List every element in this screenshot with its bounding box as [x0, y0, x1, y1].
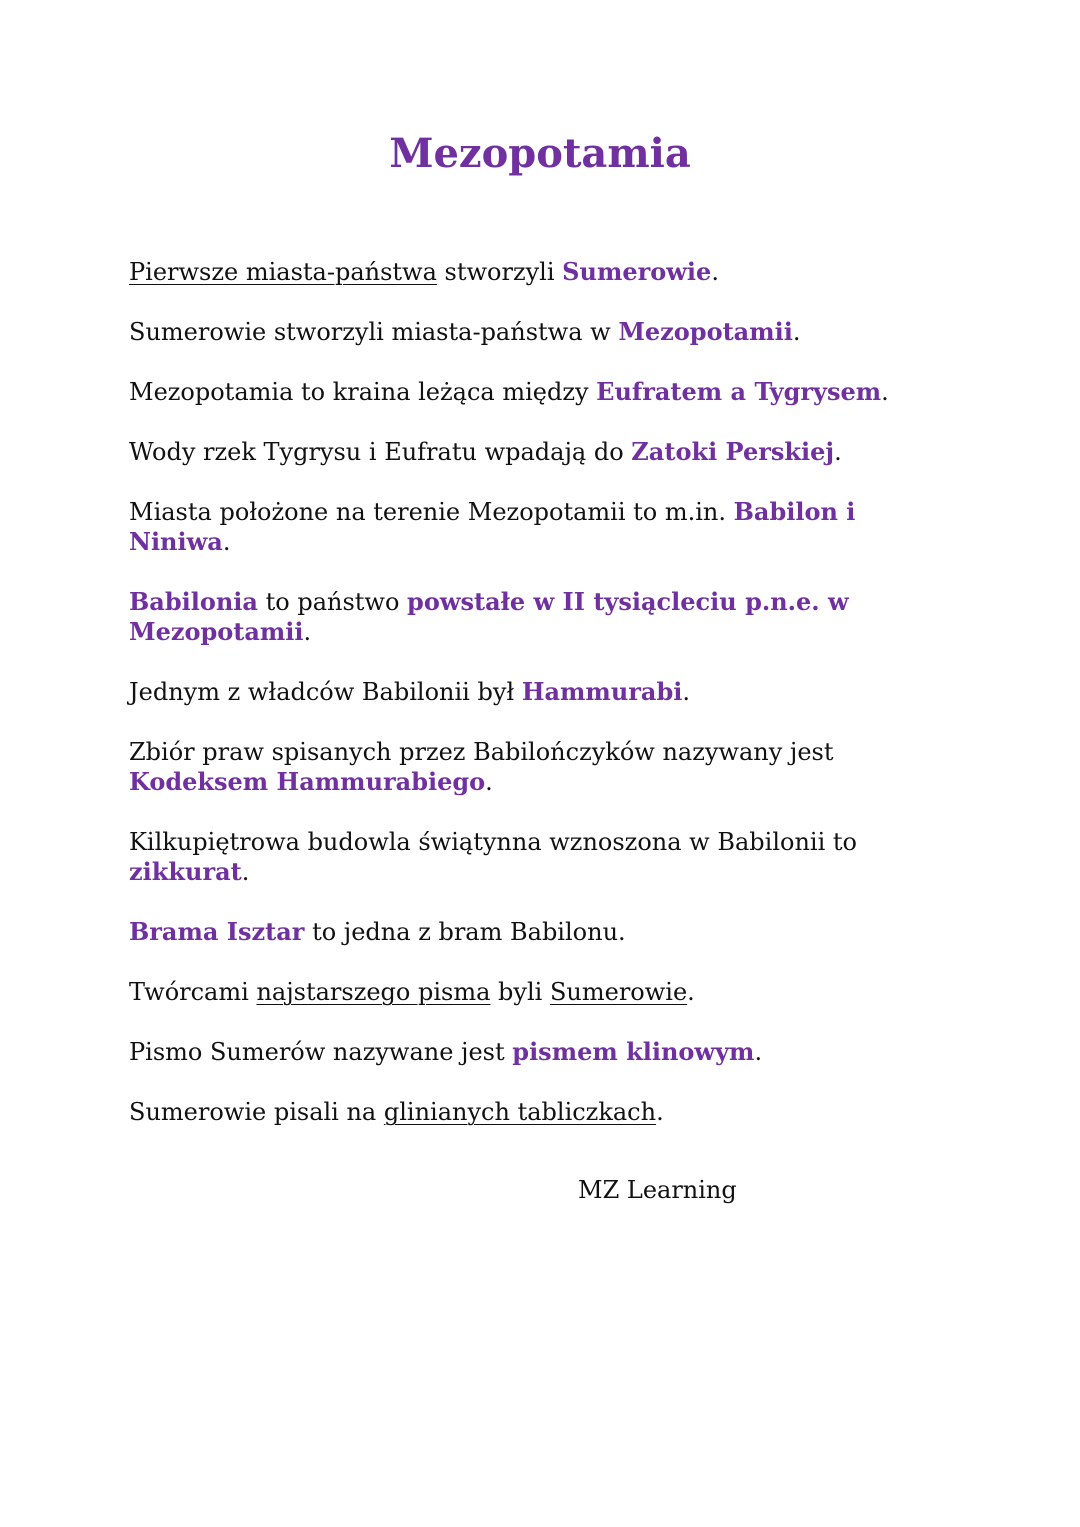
- paragraph-text: to państwo: [257, 588, 408, 616]
- paragraph: [129, 377, 919, 407]
- highlighted-term: powstałe w II tysiącleciu p.n.e. w Mezopotamii: [129, 587, 849, 646]
- paragraph-text: Sumerowie stworzyli miasta-państwa w: [129, 318, 619, 346]
- highlighted-term: Mezopotamii: [618, 317, 793, 346]
- highlighted-term: Hammurabi: [521, 677, 683, 706]
- paragraph-text: .: [834, 438, 842, 466]
- paragraph: [129, 317, 919, 347]
- page-title: Mezopotamia: [389, 130, 691, 177]
- underlined-term: Pierwsze miasta-państwa: [129, 258, 437, 286]
- paragraph: [129, 977, 919, 1007]
- paragraph-text: Sumerowie pisali na: [129, 1098, 384, 1126]
- paragraph: [129, 827, 919, 887]
- signature: MZ Learning: [578, 1176, 737, 1204]
- paragraph: [129, 587, 919, 647]
- paragraph-text: stworzyli: [436, 258, 563, 286]
- paragraph-text: .: [241, 858, 250, 886]
- highlighted-term: Kodeksem Hammurabiego: [129, 767, 486, 796]
- underlined-term: glinianych tabliczkach: [383, 1098, 657, 1126]
- paragraph-text: .: [485, 768, 493, 796]
- document-body: [129, 257, 919, 1157]
- paragraph: [129, 1037, 919, 1067]
- paragraph-text: Miasta położone na terenie Mezopotamii to m.in.: [129, 498, 734, 526]
- paragraph-text: .: [682, 678, 691, 706]
- paragraph-text: .: [303, 618, 312, 646]
- paragraph-text: .: [792, 318, 801, 346]
- paragraph-text: byli: [490, 978, 550, 1006]
- paragraph-text: Zbiór praw spisanych przez Babilończyków nazywany jest: [129, 738, 834, 766]
- paragraph-text: Pismo Sumerów nazywane jest: [129, 1038, 513, 1066]
- paragraph-text: Kilkupiętrowa budowla świątynna wznoszona w Babilonii to: [129, 828, 857, 856]
- paragraph-text: Mezopotamia to kraina leżąca między: [129, 378, 597, 406]
- underlined-term: najstarszego pisma: [256, 978, 491, 1006]
- paragraph: [129, 437, 919, 467]
- highlighted-term: Eufratem a Tygrysem: [596, 377, 882, 406]
- highlighted-term: zikkurat: [129, 857, 242, 886]
- paragraph: [129, 737, 919, 797]
- paragraph-text: Jednym z władców Babilonii był: [129, 678, 522, 706]
- paragraph-text: Wody rzek Tygrysu i Eufratu wpadają do: [129, 438, 632, 466]
- highlighted-term: Babilonia: [129, 587, 258, 616]
- paragraph-text: .: [711, 258, 719, 286]
- paragraph-text: .: [754, 1038, 763, 1066]
- paragraph: [129, 497, 919, 557]
- paragraph-text: Twórcami: [129, 978, 257, 1006]
- paragraph: [129, 917, 919, 947]
- paragraph: [129, 1097, 919, 1127]
- paragraph-text: .: [656, 1098, 664, 1126]
- highlighted-term: Babilon i Niniwa: [129, 497, 856, 556]
- paragraph: [129, 677, 919, 707]
- underlined-term: Sumerowie: [549, 978, 688, 1006]
- paragraph-text: .: [222, 528, 231, 556]
- paragraph: [129, 257, 919, 287]
- highlighted-term: Sumerowie: [562, 257, 712, 286]
- highlighted-term: Brama Isztar: [129, 917, 305, 946]
- paragraph-text: .: [881, 378, 889, 406]
- highlighted-term: pismem klinowym: [512, 1037, 755, 1066]
- paragraph-text: .: [687, 978, 695, 1006]
- highlighted-term: Zatoki Perskiej: [631, 437, 835, 466]
- paragraph-text: to jedna z bram Babilonu.: [304, 918, 626, 946]
